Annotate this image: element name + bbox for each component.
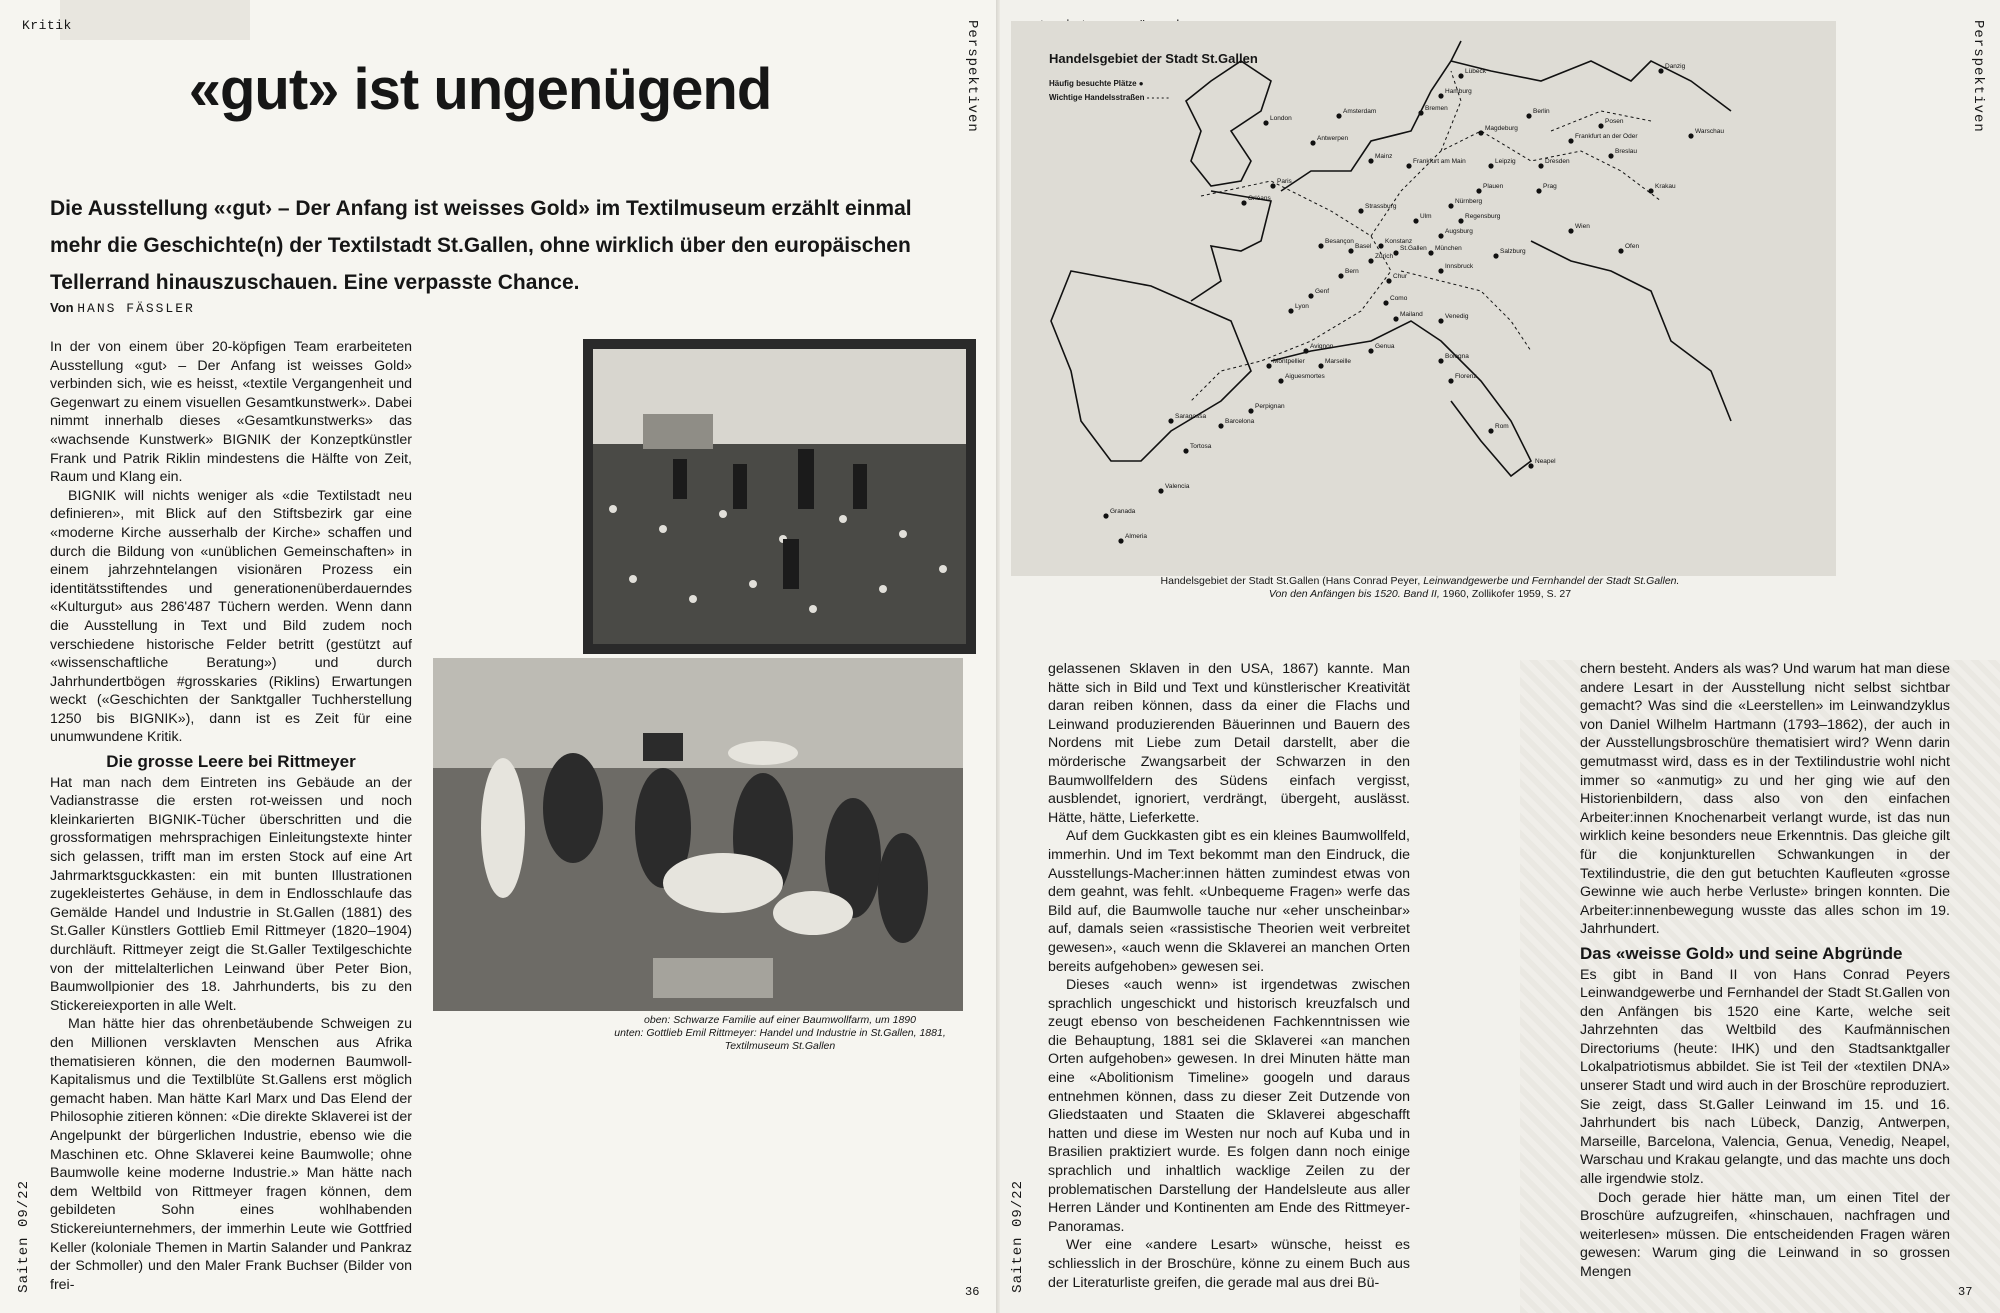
map-city-dot: [1368, 258, 1373, 263]
map-city-dot: [1488, 163, 1493, 168]
map-city-dot: [1438, 93, 1443, 98]
map-city-label: Saragossa: [1175, 413, 1207, 420]
map-city-dot: [1428, 250, 1433, 255]
map-city-dot: [1168, 418, 1173, 423]
cotton-farm-photo: [583, 339, 976, 654]
map-city-dot: [1648, 188, 1653, 193]
map-city-label: Genf: [1315, 288, 1330, 295]
map-city-label: Regensburg: [1465, 213, 1501, 220]
map-caption-book-subtitle: Von den Anfängen bis 1520. Band II,: [1268, 588, 1440, 600]
map-city-label: Aiguesmortes: [1285, 373, 1325, 380]
map-caption-book-title: Leinwandgewerbe und Fernhandel der Stadt St.Gallen.: [1423, 575, 1680, 587]
map-city-dot: [1248, 408, 1253, 413]
map-city-label: Almeria: [1125, 533, 1148, 540]
map-city-label: Bremen: [1425, 105, 1448, 112]
map-city-dot: [1476, 188, 1481, 193]
magazine-folio: Saiten 09/22: [16, 1180, 32, 1293]
map-city-label: Leipzig: [1495, 158, 1516, 165]
map-city-label: Venedig: [1445, 313, 1469, 320]
map-city-dot: [1438, 358, 1443, 363]
map-city-label: Lübeck: [1465, 68, 1486, 75]
right-column-2: [1580, 660, 1950, 1282]
map-city-label: Magdeburg: [1485, 125, 1518, 132]
map-city-dot: [1393, 316, 1398, 321]
map-city-dot: [1378, 243, 1383, 248]
map-caption-line: [1050, 575, 1790, 588]
map-city-label: Chur: [1393, 273, 1408, 280]
map-city-label: Nürnberg: [1455, 198, 1483, 205]
bleed-through-shadow: [60, 0, 250, 40]
map-city-label: Danzig: [1665, 63, 1686, 70]
map-city-label: Salzburg: [1500, 248, 1526, 255]
left-column: [50, 338, 412, 1294]
map-city-dot: [1368, 158, 1373, 163]
map-city-label: Wien: [1575, 223, 1590, 230]
paragraph: gelassenen Sklaven in den USA, 1867) kannte. Man hätte sich in Bild und Text und künstlerischer Kreativität daran reiben können, dass da einer die Flachs und Leinwand produzierenden Bäuerinnen und Bauern des Nordens mit Liebe zum Detail darstellt, aber die mörderische Zwangsarbeit der Schwarzen in den Baumwollfeldern des Südens einfach vergisst, ausblendet, ignoriert, verdrängt, übergeht, auslässt. Hätte, hätte, Lieferkette.: [1048, 661, 1410, 826]
subhead: Das «weisse Gold» und seine Abgründe: [1580, 943, 1903, 963]
map-city-dot: [1528, 463, 1533, 468]
byline: [50, 300, 195, 316]
map-city-label: Krakau: [1655, 183, 1676, 190]
map-city-dot: [1568, 138, 1573, 143]
map-city-dot: [1538, 163, 1543, 168]
map-city-dot: [1288, 308, 1293, 313]
map-city-label: Granada: [1110, 508, 1136, 515]
map-city-label: Zürich: [1375, 253, 1394, 260]
photo-caption-line: oben: Schwarze Familie auf einer Baumwollfarm, um 1890: [644, 1014, 916, 1026]
map-city-label: Dresden: [1545, 158, 1570, 165]
map-city-dot: [1618, 248, 1623, 253]
map-city-label: Marseille: [1325, 358, 1352, 365]
map-city-dot: [1458, 218, 1463, 223]
map-city-dot: [1448, 203, 1453, 208]
map-city-label: Valencia: [1165, 483, 1190, 490]
map-city-label: Bern: [1345, 268, 1359, 275]
map-city-label: Ulm: [1420, 213, 1432, 220]
map-city-label: Frankfurt an der Oder: [1575, 133, 1638, 140]
map-city-label: Mainz: [1375, 153, 1393, 160]
map-city-dot: [1318, 243, 1323, 248]
vertical-section-label: Perspektiven: [964, 20, 980, 133]
article-title: «gut» ist ungenügend: [188, 57, 772, 122]
map-city-dot: [1438, 233, 1443, 238]
map-city-label: Paris: [1277, 178, 1292, 185]
map-caption-text: Handelsgebiet der Stadt St.Gallen (Hans Conrad Peyer,: [1160, 575, 1424, 587]
map-city-dot: [1478, 130, 1483, 135]
section-tag: Kritik: [22, 18, 72, 33]
map-legend-routes: Wichtige Handelsstraßen - - - - -: [1049, 93, 1169, 102]
map-city-dot: [1458, 73, 1463, 78]
map-city-dot: [1568, 228, 1573, 233]
map-city-label: Augsburg: [1445, 228, 1473, 235]
map-caption: [1050, 575, 1790, 601]
map-city-dot: [1183, 448, 1188, 453]
trade-map: [1011, 21, 1836, 576]
subhead: Die grosse Leere bei Rittmeyer: [106, 752, 356, 772]
byline-author: HANS FÄSSLER: [77, 301, 195, 316]
cotton-farm-illustration: [583, 339, 976, 654]
map-city-dot: [1278, 378, 1283, 383]
map-city-label: Hamburg: [1445, 88, 1472, 95]
map-city-dot: [1318, 363, 1323, 368]
map-city-dot: [1158, 488, 1163, 493]
paragraph: Man hätte hier das ohrenbetäubende Schweigen zu den Millionen versklavten Menschen aus Afrika thematisieren können, die den modernen Baumwoll-Kapitalismus und die Textilblüte St.Gallens erst möglich gemacht haben. Man hätte Karl Marx und Das Elend der Philosophie zitieren können: «Die direkte Sklaverei ist der Angelpunkt der bürgerlichen Industrie, ebenso wie die Maschinen etc. Ohne Sklaverei keine Baumwolle; ohne Baumwolle keine moderne Industrie.» Man hätte nach dem Weltbild von Rittmeyer fragen können, dem gebildeten Sohn eines wohlhabenden Stickereiunternehmers, der immerhin Leute wie Gottfried Keller (koloniale Themen in Martin Salander und Pankraz der Schmoller) und den Maler Frank Buchser (Bilder von frei-: [50, 1016, 412, 1293]
map-city-dot: [1488, 428, 1493, 433]
map-city-dot: [1406, 163, 1411, 168]
byline-prefix: Von: [50, 300, 74, 315]
paragraph: Auf dem Guckkasten gibt es ein kleines Baumwollfeld, immerhin. Und im Text bekommt man den Eindruck, die Ausstellungs-Macher:innen hätten zumindest etwas von dem geahnt, was fehlt. «Unbequeme Fragen» werfe das Bild auf, die Baumwolle tauche nur «eher unscheinbar» auf, damals seien «rassistische Theorien weit verbreitet gewesen», «auch wenn die Sklaverei an manchen Orten bereits aufgehoben» gewesen sei.: [1048, 828, 1410, 975]
paragraph: Wer eine «andere Lesart» wünsche, heisst es schliesslich in der Broschüre, könne zu einem Buch aus der Literaturliste greifen, die gerade mal aus drei Bü-: [1048, 1237, 1410, 1291]
rittmeyer-painting-illustration: [433, 658, 963, 1011]
map-city-label: Neapel: [1535, 458, 1556, 465]
map-legend-places: Häufig besuchte Plätze ●: [1049, 79, 1144, 88]
map-city-dot: [1218, 423, 1223, 428]
map-city-dot: [1383, 300, 1388, 305]
map-city-label: München: [1435, 245, 1462, 252]
map-city-dot: [1493, 253, 1498, 258]
map-city-label: Avignon: [1310, 343, 1334, 350]
map-cities: [1011, 21, 1836, 576]
map-city-dot: [1536, 188, 1541, 193]
map-city-label: Breslau: [1615, 148, 1638, 155]
map-caption-text: 1960, Zollikofer 1959, S. 27: [1439, 588, 1572, 600]
map-city-dot: [1438, 268, 1443, 273]
map-city-label: Frankfurt am Main: [1413, 158, 1466, 165]
page-number: 37: [1958, 1285, 1973, 1299]
paragraph: In der von einem über 20-köpfigen Team erarbeiteten Ausstellung «gut› – Der Anfang ist weisses Gold» verbinden sich, wie es heisst, «textile Vergangenheit und Gegenwart zu einem visuellen Gesamtkunstwerk». Dabei nimmt innerhalb dieses «Gesamtkunstwerks» das «wachsende Kunstwerk» BIGNIK der Konzeptkünstler Frank und Patrik Riklin mindestens die Hälfte von Zeit, Raum und Klang ein.: [50, 339, 412, 486]
map-city-dot: [1608, 153, 1613, 158]
article-lead: Die Ausstellung «‹gut› – Der Anfang ist weisses Gold» im Textilmuseum erzählt einmal mehr die Geschichte(n) der Textilstadt St.Gallen, ohne wirklich über den europäischen Tellerrand hinauszuschauen. Eine verpasste Chance.: [50, 197, 912, 294]
map-city-dot: [1266, 363, 1271, 368]
map-city-label: Antwerpen: [1317, 135, 1349, 142]
map-city-label: Berlin: [1533, 108, 1550, 115]
map-city-label: St.Gallen: [1400, 245, 1427, 252]
vertical-section-label: Perspektiven: [1970, 20, 1986, 133]
map-city-label: Ofen: [1625, 243, 1640, 250]
paragraph: BIGNIK will nichts weniger als «die Textilstadt neu definieren», mit Blick auf den Stiftsbezirk gar eine «moderne Kirche ausserhalb der Kirche» schaffen und durch die Bildung von «unüblichen Gemeinschaften» in einem jahrzehntelangen visionären Prozess ein identitätsstiftendes und generationenüberdauerndes «Kulturgut» aus 286'487 Tüchern werden. Wenn dann die Ausstellung in Text und Bild zudem noch verschiedene historische Felder betritt (gestützt auf «wissenschaftliche Beratung») und durch Jahrhundertbögen #grosskaries (Riklins) Erwartungen weckt («Geschichten der Sanktgaller Tuchherstellung 1250 bis BIGNIK»), dann ist es Zeit für eine unumwundene Kritik.: [50, 487, 412, 746]
map-city-dot: [1526, 113, 1531, 118]
map-city-dot: [1658, 68, 1663, 73]
map-city-dot: [1688, 133, 1693, 138]
map-city-dot: [1393, 250, 1398, 255]
map-city-dot: [1308, 293, 1313, 298]
map-city-label: Florenz: [1455, 373, 1477, 380]
map-city-dot: [1336, 113, 1341, 118]
map-city-label: Prag: [1543, 183, 1557, 190]
map-city-label: Perpignan: [1255, 403, 1285, 410]
rittmeyer-painting: [433, 658, 963, 1011]
map-city-label: Montpellier: [1273, 358, 1305, 365]
map-city-dot: [1103, 513, 1108, 518]
map-city-dot: [1386, 278, 1391, 283]
page-number: 36: [965, 1285, 980, 1299]
map-city-dot: [1368, 348, 1373, 353]
paragraph: Doch gerade hier hätte man, um einen Titel der Broschüre aufzugreifen, «hinschauen, nachfragen und weiterlesen» müssen. Die entscheidenden Fragen wären gewesen: Warum ging die Leinwand in so grossen Mengen: [1580, 1189, 1950, 1280]
map-city-dot: [1241, 200, 1246, 205]
map-city-dot: [1310, 140, 1315, 145]
map-city-dot: [1348, 248, 1353, 253]
map-city-label: Besançon: [1325, 238, 1354, 245]
map-city-label: Tortosa: [1190, 443, 1212, 450]
map-city-label: Warschau: [1695, 128, 1725, 135]
map-city-label: Orléans: [1248, 195, 1271, 202]
map-city-label: Amsterdam: [1343, 108, 1377, 115]
map-city-dot: [1418, 110, 1423, 115]
map-city-dot: [1263, 120, 1268, 125]
map-city-dot: [1438, 318, 1443, 323]
map-city-dot: [1118, 538, 1123, 543]
paragraph: Es gibt in Band II von Hans Conrad Peyers Leinwandgewerbe und Fernhandel der Stadt St.Gallen von den Anfängen bis 1520 eine Karte, welche seit Jahrzehnten das Weltbild des Kaufmännischen Directoriums (heute: IHK) und den Stadtsanktgaller Lokalpatriotismus abbildet. Sie ist Teil der «textilen DNA» unserer Stadt und wird auch in der Broschüre reproduziert. Sie zeigt, dass St.Galler Leinwand im 15. und 16. Jahrhundert bis nach Lübeck, Danzig, Antwerpen, Marseille, Barcelona, Valencia, Genua, Venedig, Neapel, Warschau und Krakau gelangte, und das machte uns doch alle irgendwie stolz.: [1580, 966, 1950, 1188]
map-city-label: Rom: [1495, 423, 1509, 430]
map-city-dot: [1338, 273, 1343, 278]
map-city-label: Konstanz: [1385, 238, 1413, 245]
map-city-label: Strassburg: [1365, 203, 1397, 210]
map-city-label: Lyon: [1295, 303, 1309, 310]
map-city-label: Innsbruck: [1445, 263, 1474, 270]
map-title: Handelsgebiet der Stadt St.Gallen: [1049, 51, 1258, 66]
photo-caption: [600, 1014, 960, 1053]
map-city-dot: [1448, 378, 1453, 383]
photo-caption-line: Textilmuseum St.Gallen: [724, 1040, 836, 1052]
map-city-dot: [1598, 123, 1603, 128]
map-city-dot: [1303, 348, 1308, 353]
map-city-dot: [1358, 208, 1363, 213]
map-city-label: Como: [1390, 295, 1408, 302]
map-city-label: London: [1270, 115, 1292, 122]
map-city-label: Barcelona: [1225, 418, 1255, 425]
paragraph: Hat man nach dem Eintreten ins Gebäude an der Vadianstrasse die ersten rot-weissen und noch kleinkarierten BIGNIK-Tücher überschritten und die grossformatigen mehrsprachigen Einleitungstexte hinter sich gelassen, trifft man im ersten Stock auf eine Art Jahrmarktsguckkasten: ein mit bunten Illustrationen zugekleistertes Gehäuse, in dem in Endlosschlaufe das Gemälde Handel und Industrie in St.Gallen (1881) des St.Galler Künstlers Gottlieb Emil Rittmeyer (1820–1904) durchläuft. Rittmeyer zeigt die St.Galler Textilgeschichte von der mittelalterlichen Leinwand über Peter Bion, Baumwollpionier des 18. Jahrhunderts, bis zu den Stickereiexporten in alle Welt.: [50, 774, 412, 1014]
map-caption-line: [1050, 588, 1790, 601]
map-city-label: Posen: [1605, 118, 1624, 125]
magazine-folio: Saiten 09/22: [1010, 1180, 1026, 1293]
paragraph: chern besteht. Anders als was? Und warum hat man diese andere Lesart in der Ausstellung nicht selbst sichtbar gemacht? Was sind die «Leerstellen» im Leinwandzyklus von Daniel Wilhelm Hartmann (1793–1862), der auch in der Ausstellungsbroschüre thematisiert wird? Wenn darin gemutmasst wird, dass es in der Textilindustrie wohl nicht immer so «anmutig» zu und her ging wie auf den Historienbildern, dass also von den einfachen Arbeiter:innen Knochenarbeit verlangt wurde, ist das nun wirklich keine besonders neue Erkenntnis. Das gleiche gilt für die konjunkturellen Schwankungen in der Textilindustrie, die den gut betuchten Kaufleuten «grosse Gewinne wie auch herbe Verluste» bringen konnten. Die Arbeiter:innenbewegung wusste das alles schon im 19. Jahrhundert.: [1580, 661, 1950, 938]
right-column-1: [1048, 660, 1410, 1292]
map-city-label: Bologna: [1445, 353, 1469, 360]
map-city-label: Mailand: [1400, 311, 1423, 318]
map-city-dot: [1270, 183, 1275, 188]
photo-caption-line: unten: Gottlieb Emil Rittmeyer: Handel und Industrie in St.Gallen, 1881,: [614, 1027, 946, 1039]
map-city-label: Genua: [1375, 343, 1395, 350]
paragraph: Dieses «auch wenn» ist irgendetwas zwischen sprachlich ungeschickt und historisch kreuzfalsch und zeugt ebenso von bescheidenen Fachkenntnissen wie die Behauptung, 1881 sei die Sklaverei «an manchen Orten aufgehoben» gewesen. In drei Minuten hätte man eine «Abolitionism Timeline» googeln und daraus entnehmen können, dass zu dieser Zeit Dutzende von Gliedstaaten und Staaten die Sklaverei abgeschafft hatten und diese im Westen nur noch auf Kuba und in Brasilien praktiziert wurde. Es folgen dann noch einige sprachlich und inhaltlich wacklige Zeilen zu der problematischen Darstellung der Handelsleute aus aller Herren Länder und Kontinenten am Ende des Rittmeyer-Panoramas.: [1048, 977, 1410, 1235]
map-city-label: Basel: [1355, 243, 1372, 250]
map-city-label: Plauen: [1483, 183, 1504, 190]
map-city-dot: [1413, 218, 1418, 223]
